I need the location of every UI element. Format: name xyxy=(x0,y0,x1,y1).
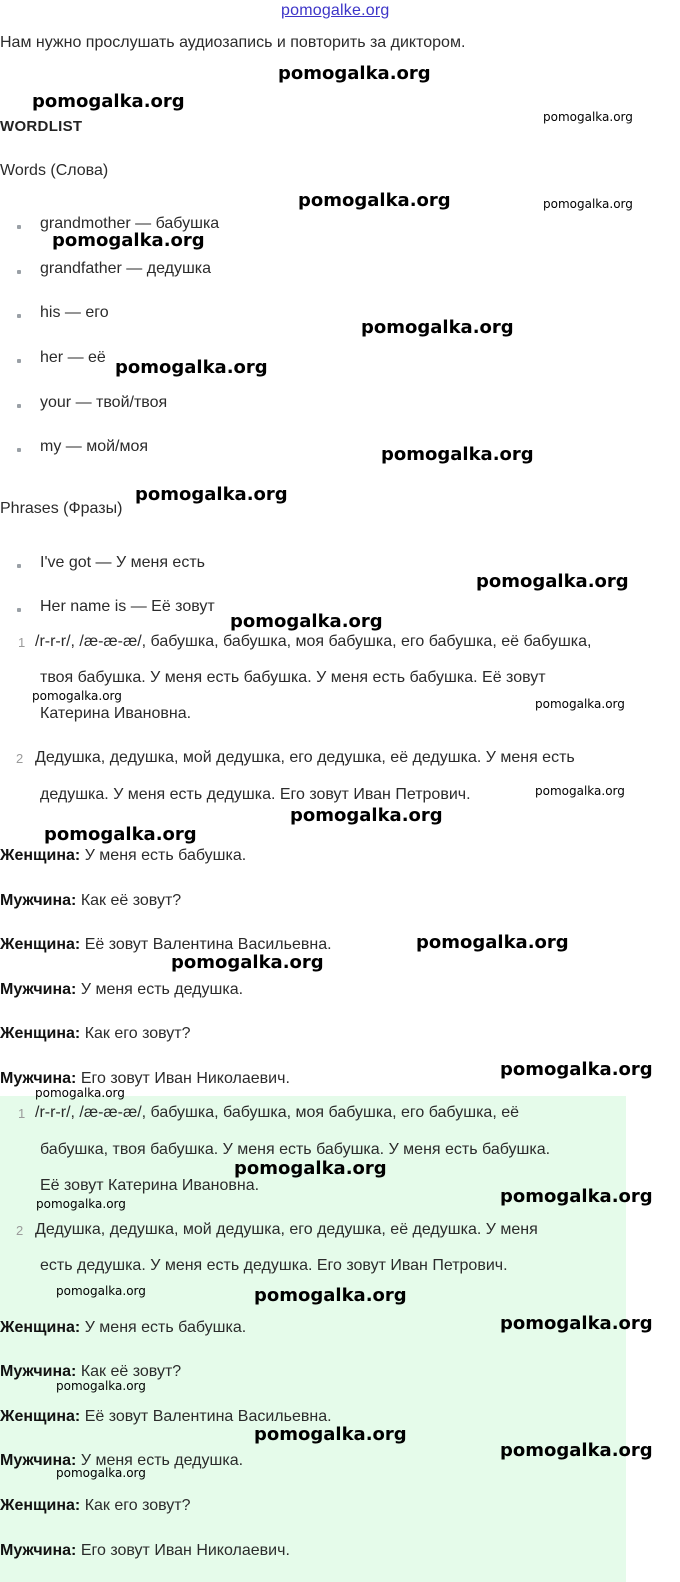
list-item: his — его xyxy=(40,304,109,321)
dialogue-line xyxy=(0,936,332,954)
exercise-line: дедушка. У меня есть дедушка. Его зовут Иван Петрович. xyxy=(40,786,471,803)
speaker-label: Женщина: xyxy=(0,1319,81,1336)
watermark: pomogalka.org xyxy=(416,932,569,953)
bullet-icon xyxy=(17,608,21,612)
exercise-line: /r-r-r/, /æ-æ-æ/, бабушка, бабушка, моя бабушка, его бабушка, её бабушка, xyxy=(35,633,592,650)
dialogue-text: Её зовут Валентина Васильевна. xyxy=(80,1408,332,1425)
bullet-icon xyxy=(17,314,21,318)
intro-text: Нам нужно прослушать аудиозапись и повторить за диктором. xyxy=(0,34,466,51)
speaker-label: Мужчина: xyxy=(0,1542,77,1559)
exercise-line: Дедушка, дедушка, мой дедушка, его дедушка, её дедушка. У меня xyxy=(35,1221,538,1238)
list-item: grandmother — бабушка xyxy=(40,215,220,232)
exercise-line: Катерина Ивановна. xyxy=(40,705,192,722)
bullet-icon xyxy=(17,359,21,363)
bullet-icon xyxy=(17,225,21,229)
list-item: grandfather — дедушка xyxy=(40,260,212,277)
watermark: pomogalka.org xyxy=(230,611,383,632)
watermark: pomogalka.org xyxy=(290,805,443,826)
exercise-line: Дедушка, дедушка, мой дедушка, его дедушка, её дедушка. У меня есть xyxy=(35,749,575,766)
watermark: pomogalka.org xyxy=(500,1186,653,1207)
watermark: pomogalka.org xyxy=(361,317,514,338)
wordlist-heading: WORDLIST xyxy=(0,118,83,135)
watermark: pomogalka.org xyxy=(32,689,122,703)
list-item: my — мой/моя xyxy=(40,438,149,455)
dialogue-text: Как его зовут? xyxy=(80,1025,191,1042)
list-item: your — твой/твоя xyxy=(40,394,168,411)
dialogue-line xyxy=(0,1363,181,1381)
watermark: pomogalka.org xyxy=(278,63,431,84)
dialogue-text: У меня есть дедушка. xyxy=(76,1452,244,1469)
dialogue-line xyxy=(0,1070,290,1088)
dialogue-line xyxy=(0,1497,191,1515)
speaker-label: Женщина: xyxy=(0,936,81,953)
exercise-line: бабушка, твоя бабушка. У меня есть бабушка. У меня есть бабушка. xyxy=(40,1141,551,1158)
exercise-line: твоя бабушка. У меня есть бабушка. У меня есть бабушка. Её зовут xyxy=(40,669,546,686)
watermark: pomogalka.org xyxy=(298,190,451,211)
dialogue-line xyxy=(0,1542,290,1560)
dialogue-text: Его зовут Иван Николаевич. xyxy=(76,1070,290,1087)
list-item: Her name is — Её зовут xyxy=(40,598,215,615)
dialogue-text: Её зовут Валентина Васильевна. xyxy=(80,936,332,953)
dialogue-text: Как его зовут? xyxy=(80,1497,191,1514)
watermark: pomogalka.org xyxy=(535,784,625,798)
watermark: pomogalka.org xyxy=(476,571,629,592)
exercise-line: Её зовут Катерина Ивановна. xyxy=(40,1177,260,1194)
item-number: 1 xyxy=(18,635,26,650)
item-number: 2 xyxy=(16,751,24,766)
dialogue-line xyxy=(0,981,243,999)
speaker-label: Женщина: xyxy=(0,1497,81,1514)
watermark: pomogalka.org xyxy=(35,1086,125,1100)
watermark: pomogalka.org xyxy=(36,1197,126,1211)
dialogue-line xyxy=(0,1408,332,1426)
speaker-label: Мужчина: xyxy=(0,1070,77,1087)
item-number: 2 xyxy=(16,1223,24,1238)
dialogue-text: У меня есть дедушка. xyxy=(76,981,244,998)
watermark: pomogalka.org xyxy=(234,1158,387,1179)
speaker-label: Женщина: xyxy=(0,847,81,864)
words-heading: Words (Слова) xyxy=(0,162,109,179)
watermark: pomogalka.org xyxy=(135,484,288,505)
dialogue-text: У меня есть бабушка. xyxy=(80,1319,247,1336)
speaker-label: Мужчина: xyxy=(0,1363,77,1380)
watermark: pomogalka.org xyxy=(56,1284,146,1298)
bullet-icon xyxy=(17,270,21,274)
bullet-icon xyxy=(17,564,21,568)
speaker-label: Женщина: xyxy=(0,1408,81,1425)
dialogue-text: Как её зовут? xyxy=(76,1363,182,1380)
watermark: pomogalka.org xyxy=(56,1466,146,1480)
watermark: pomogalka.org xyxy=(254,1424,407,1445)
dialogue-line xyxy=(0,1319,246,1337)
watermark: pomogalka.org xyxy=(535,697,625,711)
dialogue-line xyxy=(0,1025,191,1043)
bullet-icon xyxy=(17,404,21,408)
watermark: pomogalka.org xyxy=(52,230,205,251)
watermark: pomogalka.org xyxy=(500,1059,653,1080)
watermark: pomogalka.org xyxy=(44,824,197,845)
watermark: pomogalka.org xyxy=(56,1379,146,1393)
speaker-label: Женщина: xyxy=(0,1025,81,1042)
speaker-label: Мужчина: xyxy=(0,981,77,998)
bullet-icon xyxy=(17,448,21,452)
watermark: pomogalka.org xyxy=(115,357,268,378)
dialogue-line xyxy=(0,892,181,910)
watermark: pomogalka.org xyxy=(254,1285,407,1306)
watermark: pomogalka.org xyxy=(171,952,324,973)
dialogue-line xyxy=(0,1452,243,1470)
watermark: pomogalka.org xyxy=(500,1313,653,1334)
speaker-label: Мужчина: xyxy=(0,892,77,909)
dialogue-text: У меня есть бабушка. xyxy=(80,847,247,864)
watermark: pomogalka.org xyxy=(543,110,633,124)
speaker-label: Мужчина: xyxy=(0,1452,77,1469)
dialogue-line xyxy=(0,847,246,865)
watermark: pomogalka.org xyxy=(500,1440,653,1461)
exercise-line: есть дедушка. У меня есть дедушка. Его зовут Иван Петрович. xyxy=(40,1257,508,1274)
watermark: pomogalka.org xyxy=(32,91,185,112)
list-item: I've got — У меня есть xyxy=(40,554,205,571)
site-link[interactable]: pomogalke.org xyxy=(281,2,390,19)
exercise-line: /r-r-r/, /æ-æ-æ/, бабушка, бабушка, моя бабушка, его бабушка, её xyxy=(35,1104,520,1121)
dialogue-text: Его зовут Иван Николаевич. xyxy=(76,1542,290,1559)
dialogue-text: Как её зовут? xyxy=(76,892,182,909)
list-item: her — её xyxy=(40,349,106,366)
watermark: pomogalka.org xyxy=(543,197,633,211)
phrases-heading: Phrases (Фразы) xyxy=(0,500,123,517)
watermark: pomogalka.org xyxy=(381,444,534,465)
item-number: 1 xyxy=(18,1106,26,1121)
